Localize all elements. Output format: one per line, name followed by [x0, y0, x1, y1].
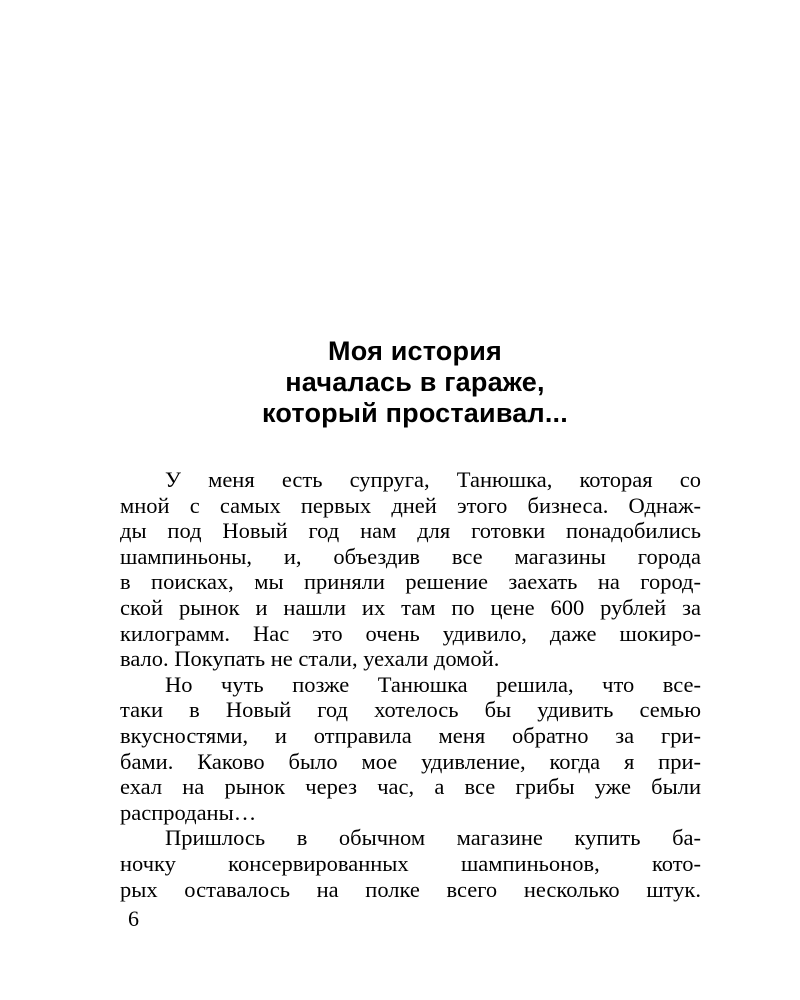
text-line: Пришлось в обычном магазине купить ба- — [165, 825, 701, 851]
text-line: ды под Новый год нам для готовки понадобились — [120, 518, 701, 544]
heading-line: который простаивал... — [262, 398, 568, 428]
chapter-heading — [120, 336, 710, 429]
paragraph-3 — [120, 825, 701, 902]
heading-line: началась в гараже, — [285, 367, 545, 397]
body-text — [120, 467, 701, 902]
text-line: У меня есть супруга, Танюшка, которая со — [165, 467, 701, 492]
text-line: мной с самых первых дней этого бизнеса. Однаж- — [120, 492, 701, 518]
text-line: ехал на рынок через час, а все грибы уже были — [120, 774, 701, 800]
text-line: в поисках, мы приняли решение заехать на город- — [120, 569, 701, 595]
text-line: рых оставалось на полке всего несколько штук. — [120, 876, 701, 902]
text-line: бами. Каково было мое удивление, когда я при- — [120, 748, 701, 774]
text-line: вкусностями, и отправила меня обратно за гри- — [120, 722, 701, 748]
text-line: ночку консервированных шампиньонов, кото- — [120, 850, 701, 876]
text-line: таки в Новый год хотелось бы удивить семью — [120, 697, 701, 723]
text-line: Но чуть позже Танюшка решила, что все- — [165, 671, 701, 697]
text-line: килограмм. Нас это очень удивило, даже шокиро- — [120, 620, 701, 646]
text-line: ской рынок и нашли их там по цене 600 рублей за — [120, 594, 701, 620]
text-line: распроданы… — [120, 799, 257, 825]
heading-line: Моя история — [328, 336, 502, 366]
paragraph-2 — [120, 672, 701, 826]
text-line: вало. Покупать не стали, уехали домой. — [120, 646, 500, 672]
paragraph-1 — [120, 467, 701, 672]
page-number: 6 — [128, 906, 139, 931]
text-line: шампиньоны, и, объездив все магазины города — [120, 543, 701, 569]
